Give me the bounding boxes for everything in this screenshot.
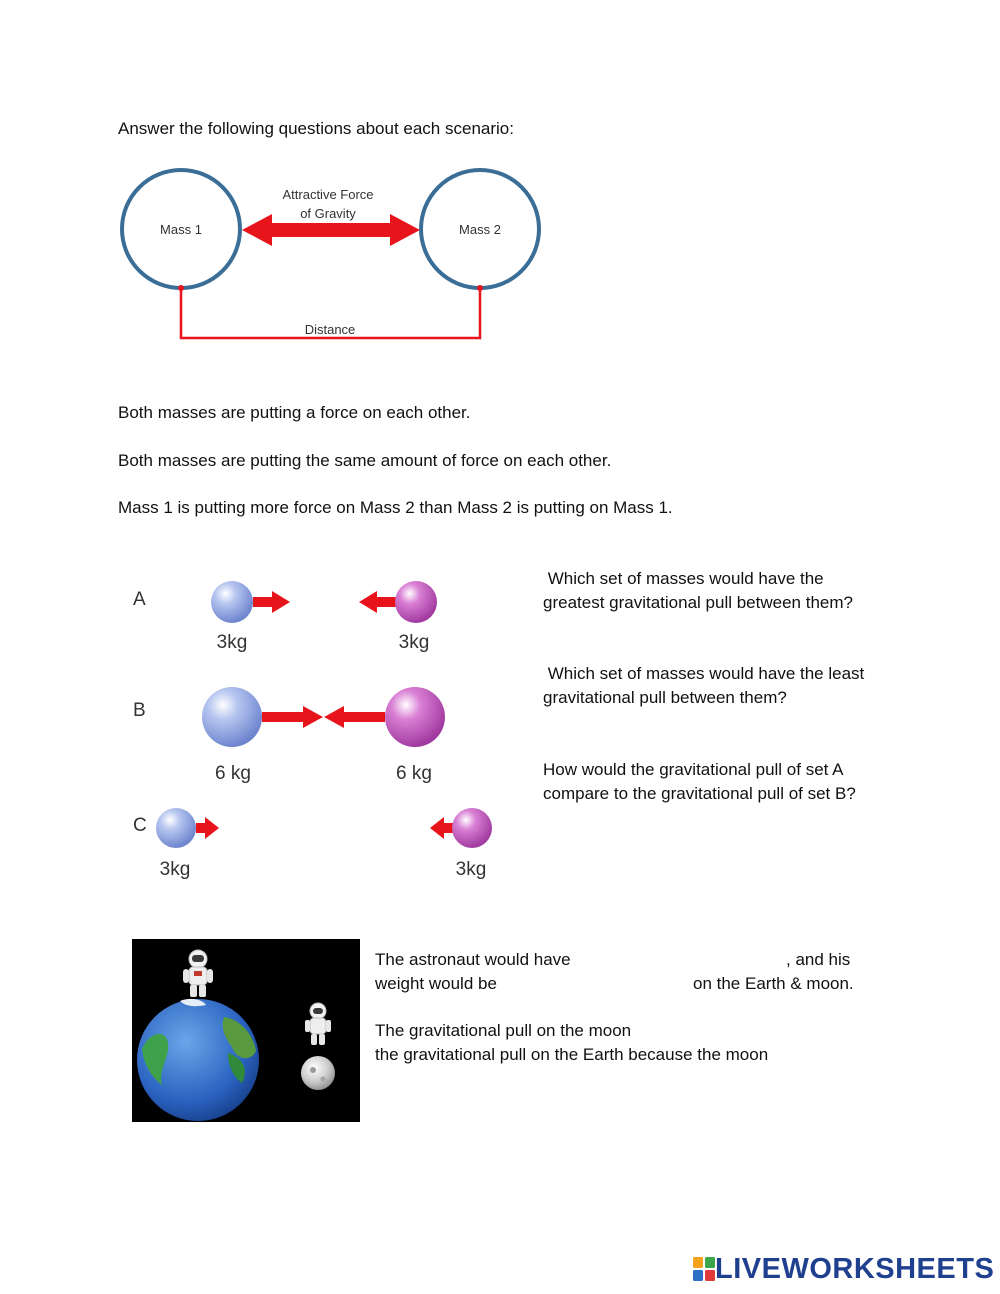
mass-sets-diagram [120,565,510,895]
set-a-left-arrow [359,591,396,613]
astronaut-text-1: The astronaut would have [375,950,571,969]
set-a-right-ball [395,581,437,623]
astronaut-text-2: , and his [786,950,851,969]
moon-text-2: the gravitational pull on the Earth because the moon [375,1045,769,1064]
set-c-left-arrow [430,817,453,839]
set-a-left-ball [211,581,253,623]
set-a-left-mass: 3kg [216,632,248,653]
set-a-right-arrow [253,591,290,613]
statement-3: Mass 1 is putting more force on Mass 2 than Mass 2 is putting on Mass 1. [118,498,673,517]
set-b-right-ball [385,687,445,747]
astronaut-earth-moon-image [132,939,360,1122]
question-1-line-2: greatest gravitational pull between them? [543,593,853,612]
gravity-diagram [110,160,550,350]
liveworksheets-logo-icon [693,1257,715,1281]
set-b-letter: B [133,700,146,721]
mass2-label: Mass 2 [459,222,501,237]
mass1-label: Mass 1 [160,222,202,237]
set-b-right-mass: 6 kg [396,763,432,784]
question-2-line-1: Which set of masses would have the least [543,664,865,683]
logo-text: LIVEWORKSHEETS [715,1253,995,1285]
statement-2: Both masses are putting the same amount of force on each other. [118,451,612,470]
set-c-right-ball [452,808,492,848]
instructions-text: Answer the following questions about each scenario: [118,119,514,138]
question-3-line-2: compare to the gravitational pull of set B? [543,784,856,803]
force-label-2: of Gravity [300,206,356,221]
set-c-letter: C [133,815,147,836]
set-a-right-mass: 3kg [398,632,430,653]
question-1-line-1: Which set of masses would have the [543,569,824,588]
set-b-right-arrow [262,706,323,728]
question-2-line-2: gravitational pull between them? [543,688,787,707]
set-c-right-arrow [196,817,219,839]
question-3-line-1: How would the gravitational pull of set A [543,760,844,779]
astronaut-text-3: weight would be [375,974,497,993]
astronaut-text-4: on the Earth & moon. [693,974,854,993]
statement-1: Both masses are putting a force on each other. [118,403,471,422]
set-b-left-arrow [324,706,385,728]
liveworksheets-logo [693,1252,994,1286]
set-b-left-ball [202,687,262,747]
force-label-1: Attractive Force [282,187,374,202]
set-a-letter: A [133,589,146,610]
set-b-left-mass: 6 kg [215,763,251,784]
set-c-left-mass: 3kg [159,859,191,880]
distance-label: Distance [304,322,356,337]
set-c-left-ball [156,808,196,848]
moon-text-1: The gravitational pull on the moon [375,1021,632,1040]
moon [301,1056,335,1090]
set-c-right-mass: 3kg [455,859,487,880]
